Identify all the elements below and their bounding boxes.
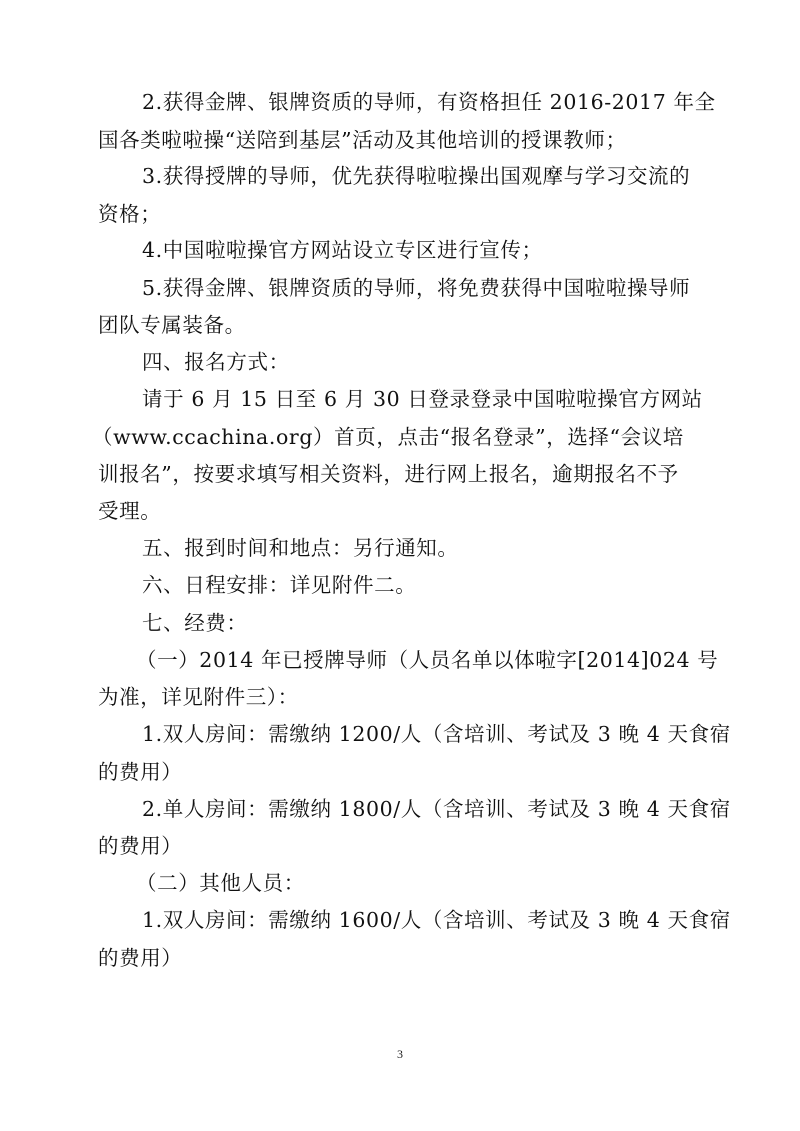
text-line: 的费用） [98, 946, 183, 970]
subsection-heading: （一）2014 年已授牌导师（人员名单以体啦字[2014]024 号 [136, 648, 719, 672]
text-line: 团队专属装备。 [98, 313, 246, 337]
section-heading: 四、报名方式： [142, 350, 290, 374]
subsection-heading: （二）其他人员： [136, 871, 305, 895]
text-line: 4.中国啦啦操官方网站设立专区进行宣传； [142, 238, 543, 262]
text-line: 训报名”，按要求填写相关资料，进行网上报名，逾期报名不予 [98, 462, 679, 486]
page-number: 3 [397, 1047, 403, 1061]
text-line: （www.ccachina.org）首页，点击“报名登录”，选择“会议培 [92, 425, 684, 449]
text-line: 1.双人房间：需缴纳 1600/人（含培训、考试及 3 晚 4 天食宿 [142, 908, 731, 932]
text-line: 资格； [98, 202, 162, 226]
section-heading: 七、经费： [142, 611, 248, 635]
text-line: 受理。 [98, 499, 162, 523]
text-line: 5.获得金牌、银牌资质的导师，将免费获得中国啦啦操导师 [142, 276, 691, 300]
text-line: 2.获得金牌、银牌资质的导师，有资格担任 2016-2017 年全 [142, 90, 716, 114]
text-line: 的费用） [98, 834, 183, 858]
text-line: 3.获得授牌的导师，优先获得啦啦操出国观摩与学习交流的 [142, 164, 691, 188]
section-heading: 五、报到时间和地点：另行通知。 [142, 536, 459, 560]
text-line: 2.单人房间：需缴纳 1800/人（含培训、考试及 3 晚 4 天食宿 [142, 797, 731, 821]
section-heading: 六、日程安排：详见附件二。 [142, 573, 417, 597]
text-line: 的费用） [98, 760, 183, 784]
text-line: 为准，详见附件三）： [98, 685, 299, 709]
text-line: 国各类啦啦操“送陪到基层”活动及其他培训的授课教师； [98, 128, 627, 152]
text-line: 请于 6 月 15 日至 6 月 30 日登录登录中国啦啦操官方网站 [142, 387, 703, 411]
text-line: 1.双人房间：需缴纳 1200/人（含培训、考试及 3 晚 4 天食宿 [142, 722, 731, 746]
